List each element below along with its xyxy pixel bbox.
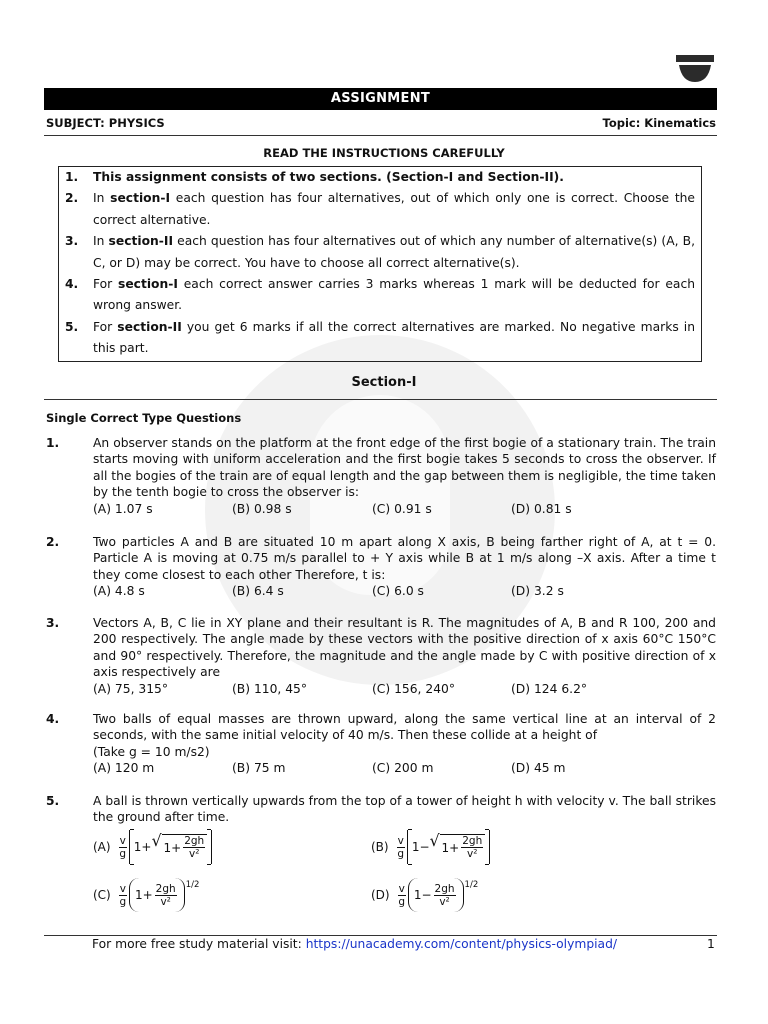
question-text: An observer stands on the platform at the front edge of the first bogie of a stationary train. The train starts moving with uniform acceleration and the first bogie takes 5 seconds to cross the observer. If all the bogies of the train are of equal length and the gap between them is negligible, the time taken by the tenth bogie to cross the observer is:	[93, 436, 716, 500]
topic-label: Topic: Kinematics	[602, 116, 716, 130]
option-c[interactable]: (C) 200 m	[372, 761, 434, 776]
unacademy-logo-icon	[676, 52, 714, 84]
options-row	[93, 760, 716, 777]
question-3: 3. Vectors A, B, C lie in XY plane and their resultant is R. The magnitudes of A, B and R 100, 200 and 200 respectively. The angle made by these vectors with the positive direction of x axis 60°C 150°C and 90° respectively. Therefore, the magnitude and the angle made by C with positive direction of x axis respectively are (A) 75, 315° (B) 110, 45° (C) 156, 240° (D) 124 6.2°	[46, 616, 716, 696]
options-row	[93, 501, 716, 518]
meta-row	[46, 116, 716, 130]
instruction-item: 2. In section-I each question has four alternatives, out of which only one is correct. Choose the correct alternative.	[65, 191, 695, 227]
option-a[interactable]: (A) 120 m	[93, 761, 155, 776]
section-title: Section-I	[351, 375, 417, 390]
question-4: 4. Two balls of equal masses are thrown upward, along the same vertical line at an interval of 2 seconds, with the same initial velocity of 40 m/s. Then these collide at a height of (Take g = 10 m/s2) (A) 120 m (B) 75 m (C) 200 m (D) 45 m	[46, 712, 716, 776]
instruction-item: 5. For section-II you get 6 marks if all the correct alternatives are marked. No negative marks in this part.	[65, 319, 695, 356]
question-type-heading: Single Correct Type Questions	[46, 411, 242, 425]
question-text: A ball is thrown vertically upwards from the top of a tower of height h with velocity v. The ball strikes the ground after time.	[93, 794, 716, 825]
footer-link[interactable]: https://unacademy.com/content/physics-olympiad/	[305, 937, 618, 951]
assignment-title: ASSIGNMENT	[44, 88, 717, 110]
instruction-item: 4. For section-I each correct answer carries 3 marks whereas 1 mark will be deducted for each wrong answer.	[65, 277, 696, 313]
question-text: Two particles A and B are situated 10 m apart along X axis, B being farther right of A, at t = 0. Particle A is moving at 0.75 m/s parallel to + Y axis while B at 1 m/s along –X axis. After a time t they come closest to each other Therefore, t is:	[93, 535, 716, 582]
option-a[interactable]: (A) 75, 315°	[93, 681, 169, 696]
page-number: 1	[707, 937, 715, 951]
question-1: 1. An observer stands on the platform at the front edge of the first bogie of a stationary train. The train starts moving with uniform acceleration and the first bogie takes 5 seconds to cross the observer. If all the bogies of the train are of equal length and the gap between them is negligible, the time taken by the tenth bogie to cross the observer is: (A) 1.07 s (B) 0.98 s (C) 0.91 s (D) 0.81 s	[46, 436, 716, 516]
option-a[interactable]: (A) 4.8 s	[93, 584, 145, 599]
option-c[interactable]: (C) 0.91 s	[372, 501, 432, 516]
divider	[44, 399, 717, 400]
instruction-item: 3. In section-II each question has four alternatives out of which any number of alternative(s) (A, B, C, or D) may be correct. You have to choose all correct alternative(s).	[65, 234, 695, 270]
option-b-formula[interactable]: (B) $\frac{v}{g}$ 1− √ 1+ $\frac{2gh}{\text{v²}}$	[371, 830, 490, 864]
option-d-formula[interactable]: (D) $\frac{v}{g}$ 1− $\frac{2gh}{\text{v²}}$ 1/2	[371, 878, 478, 912]
question-text: Vectors A, B, C lie in XY plane and their resultant is R. The magnitudes of A, B and R 100, 200 and 200 respectively. The angle made by these vectors with the positive direction of x axis 60°C 150°C and 90° respectively. Therefore, the magnitude and the angle made by C with positive direction of x axis respectively are	[93, 616, 716, 680]
question-2: 2. Two particles A and B are situated 10 m apart along X axis, B being farther right of A, at t = 0. Particle A is moving at 0.75 m/s parallel to + Y axis while B at 1 m/s along –X axis. After a time t they come closest to each other Therefore, t is: (A) 4.8 s (B) 6.4 s (C) 6.0 s (D) 3.2 s	[46, 535, 716, 599]
option-c[interactable]: (C) 6.0 s	[372, 584, 424, 599]
option-d[interactable]: (D) 124 6.2°	[511, 681, 588, 696]
option-b[interactable]: (B) 110, 45°	[232, 681, 308, 696]
option-c-formula[interactable]: (C) $\frac{v}{g}$ 1+ $\frac{2gh}{\text{v²}}$ 1/2	[93, 878, 199, 912]
option-d[interactable]: (D) 45 m	[511, 761, 566, 776]
option-a[interactable]: (A) 1.07 s	[93, 501, 153, 516]
instructions-box	[58, 166, 702, 362]
footer: For more free study material visit: https://unacademy.com/content/physics-olympiad/	[92, 937, 618, 951]
options-row	[93, 681, 716, 698]
option-b[interactable]: (B) 75 m	[232, 761, 286, 776]
instruction-item: 1. This assignment consists of two sections. (Section-I and Section-II).	[65, 170, 564, 184]
option-d[interactable]: (D) 0.81 s	[511, 501, 572, 516]
footer-divider	[44, 935, 717, 936]
option-a-formula[interactable]: (A) $\frac{v}{g}$ 1+ √ 1+ $\frac{2gh}{\text{v²}}$	[93, 830, 212, 864]
options-row	[93, 583, 716, 600]
option-d[interactable]: (D) 3.2 s	[511, 584, 564, 599]
option-b[interactable]: (B) 6.4 s	[232, 584, 284, 599]
subject-label: SUBJECT: PHYSICS	[46, 116, 165, 130]
divider	[44, 135, 717, 136]
instructions-heading: READ THE INSTRUCTIONS CAREFULLY	[263, 146, 505, 160]
question-5: 5. A ball is thrown vertically upwards from the top of a tower of height h with velocity v. The ball strikes the ground after time.	[46, 794, 716, 825]
question-note: (Take g = 10 m/s2)	[93, 744, 210, 759]
option-b[interactable]: (B) 0.98 s	[232, 501, 292, 516]
option-c[interactable]: (C) 156, 240°	[372, 681, 455, 696]
question-text: Two balls of equal masses are thrown upward, along the same vertical line at an interval of 2 seconds, with the same initial velocity of 40 m/s. Then these collide at a height of	[93, 712, 716, 743]
